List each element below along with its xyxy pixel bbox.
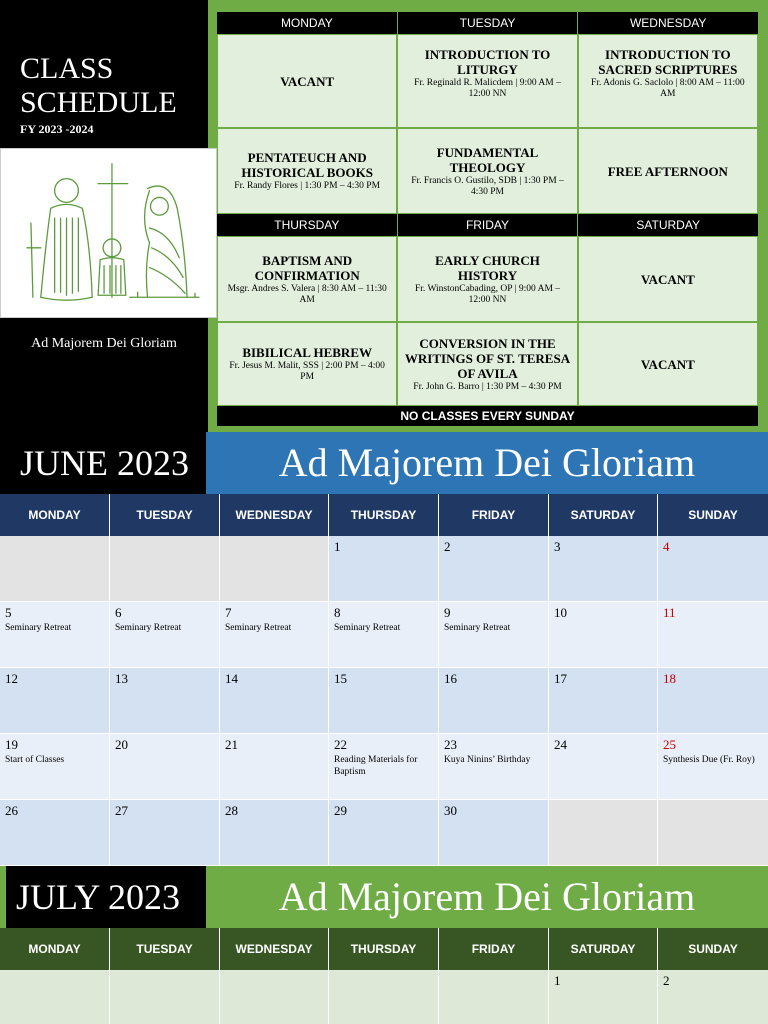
day-number: 21 [225, 737, 238, 752]
day-number: 3 [554, 539, 561, 554]
day-number: 1 [334, 539, 341, 554]
calendar-week [0, 734, 768, 800]
day-number: 26 [5, 803, 18, 818]
calendar-day [658, 734, 768, 800]
calendar-day [329, 734, 439, 800]
schedule-cell [397, 322, 577, 406]
day-number: 2 [444, 539, 451, 554]
day-number: 29 [334, 803, 347, 818]
day-note: Seminary Retreat [225, 623, 292, 633]
day-header: THURSDAY [329, 494, 439, 536]
calendar-day [0, 970, 110, 1024]
course-professor: Fr. Reginald R. Malicdem | 9:00 AM – 12:00 NN [414, 78, 561, 99]
header-thursday: THURSDAY [217, 214, 398, 236]
schedule-cell [217, 322, 397, 406]
calendar-day [220, 602, 329, 668]
calendar-day [110, 970, 220, 1024]
course-name: VACANT [280, 73, 335, 89]
schedule-row [217, 322, 758, 406]
header-friday: FRIDAY [398, 214, 579, 236]
day-number: 13 [115, 671, 128, 686]
calendar-day [549, 536, 658, 602]
calendar-day [439, 536, 549, 602]
calendar-day [0, 602, 110, 668]
day-header: FRIDAY [439, 928, 549, 970]
day-number: 7 [225, 605, 232, 620]
day-note: Synthesis Due (Fr. Roy) [663, 755, 755, 765]
header-monday: MONDAY [217, 12, 398, 34]
header-tuesday: TUESDAY [398, 12, 579, 34]
day-number: 5 [5, 605, 12, 620]
june-banner [0, 432, 768, 494]
calendar-day [0, 536, 110, 602]
calendar-day [439, 970, 549, 1024]
day-number: 16 [444, 671, 457, 686]
calendar-day [549, 734, 658, 800]
calendar-day [658, 800, 768, 866]
calendar-header [0, 494, 768, 536]
month-label: JULY 2023 [6, 866, 206, 928]
day-number: 14 [225, 671, 238, 686]
calendar-day [549, 970, 658, 1024]
calendar-day [549, 800, 658, 866]
calendar-day [110, 668, 220, 734]
calendar-day [220, 734, 329, 800]
day-note: Seminary Retreat [5, 623, 72, 633]
month-motto: Ad Majorem Dei Gloriam [278, 874, 696, 919]
calendar-day [110, 734, 220, 800]
day-header: THURSDAY [329, 928, 439, 970]
calendar-day [549, 668, 658, 734]
day-header: SUNDAY [688, 508, 738, 522]
calendar-day [658, 668, 768, 734]
day-number: 11 [663, 605, 676, 620]
calendar-day [0, 668, 110, 734]
calendar-day [658, 970, 768, 1024]
day-number: 15 [334, 671, 347, 686]
calendar-day [110, 800, 220, 866]
calendar-day [220, 800, 329, 866]
day-header: WEDNESDAY [220, 494, 329, 536]
day-note: Seminary Retreat [334, 623, 401, 633]
schedule-cell [578, 34, 758, 128]
day-header: SATURDAY [549, 928, 658, 970]
course-name: PENTATEUCH AND HISTORICAL BOOKS [241, 150, 373, 180]
schedule-header-bottom [217, 214, 758, 236]
course-professor: Msgr. Andres S. Valera | 8:30 AM – 11:30 AM [227, 283, 387, 305]
day-number: 22 [334, 737, 347, 752]
calendar-day [439, 602, 549, 668]
day-number: 2 [663, 973, 670, 988]
left-motto: Ad Majorem Dei Gloriam [31, 336, 177, 351]
calendar-week [0, 970, 768, 1024]
month-label: JUNE 2023 [0, 432, 206, 494]
holy-family-sketch-icon [0, 148, 217, 318]
course-professor: Fr. WinstonCabading, OP | 9:00 AM – 12:00 NN [414, 283, 561, 305]
course-professor: Fr. Jesus M. Malit, SSS | 2:00 PM – 4:00 PM [229, 361, 385, 382]
calendar-day [439, 800, 549, 866]
schedule-header-top [217, 12, 758, 34]
day-number: 19 [5, 737, 18, 752]
day-number: 4 [663, 539, 670, 554]
calendar-day [110, 536, 220, 602]
course-name: EARLY CHURCH HISTORY [435, 252, 540, 283]
day-number: 9 [444, 605, 451, 620]
calendar-day [658, 602, 768, 668]
calendar-header [0, 928, 768, 970]
calendar-day [549, 602, 658, 668]
calendar-day [220, 536, 329, 602]
calendar-day [220, 970, 329, 1024]
calendar-day [329, 668, 439, 734]
course-professor: Fr. Randy Flores | 1:30 PM – 4:30 PM [234, 181, 381, 191]
schedule-cell [397, 236, 577, 322]
schedule-cell [217, 236, 397, 322]
course-name: INTRODUCTION TO LITURGY [424, 47, 551, 77]
day-number: 25 [663, 737, 676, 752]
calendar-day [329, 602, 439, 668]
calendar-week [0, 536, 768, 602]
calendar-day [329, 536, 439, 602]
calendar-day [439, 734, 549, 800]
calendar-day [0, 734, 110, 800]
calendar-day [220, 668, 329, 734]
day-header: FRIDAY [439, 494, 549, 536]
day-number: 18 [663, 671, 676, 686]
schedule-cell [578, 236, 758, 322]
june-calendar [0, 494, 768, 866]
calendar-day [110, 602, 220, 668]
schedule-title: CLASS SCHEDULE [20, 52, 177, 119]
schedule-footer: NO CLASSES EVERY SUNDAY [217, 406, 758, 426]
day-header: TUESDAY [110, 494, 220, 536]
header-saturday: SATURDAY [636, 218, 700, 232]
calendar-week [0, 800, 768, 866]
day-header: SUNDAY [688, 942, 738, 956]
schedule-row [217, 236, 758, 322]
day-note: Start of Classes [5, 755, 65, 765]
day-number: 24 [554, 737, 567, 752]
course-name: BIBILICAL HEBREW [242, 345, 372, 360]
calendar-day [329, 800, 439, 866]
day-header: TUESDAY [110, 928, 220, 970]
day-number: 30 [444, 803, 457, 818]
calendar-week [0, 602, 768, 668]
schedule-cell [217, 34, 397, 128]
day-header: MONDAY [0, 928, 110, 970]
calendar-day [658, 536, 768, 602]
course-name: BAPTISM AND CONFIRMATION [254, 252, 360, 283]
course-professor: Fr. John G. Barro | 1:30 PM – 4:30 PM [413, 381, 562, 392]
schedule-cell [217, 128, 397, 214]
course-professor: Fr. Francis O. Gustilo, SDB | 1:30 PM – 4:30 PM [411, 175, 564, 197]
day-header: MONDAY [0, 494, 110, 536]
calendar-day [439, 668, 549, 734]
day-note: Reading Materials for Baptism [334, 755, 418, 777]
calendar-day [0, 800, 110, 866]
day-number: 27 [115, 803, 128, 818]
day-note: Seminary Retreat [444, 623, 511, 633]
day-number: 6 [115, 605, 122, 620]
day-number: 20 [115, 737, 128, 752]
schedule-cell [578, 128, 758, 214]
day-number: 8 [334, 605, 341, 620]
calendar-day [329, 970, 439, 1024]
header-wednesday: WEDNESDAY [629, 16, 707, 30]
schedule-cell [578, 322, 758, 406]
fiscal-year-label: FY 2023 -2024 [20, 122, 94, 136]
course-name: INTRODUCTION TO SACRED SCRIPTURES [598, 47, 738, 77]
course-name: FUNDAMENTAL THEOLOGY [436, 144, 539, 175]
schedule-cell [397, 34, 577, 128]
course-professor: Fr. Adonis G. Saclolo | 8:00 AM – 11:00 AM [591, 78, 745, 99]
july-banner [0, 866, 768, 928]
course-name: FREE AFTERNOON [607, 163, 728, 179]
calendar-week [0, 668, 768, 734]
schedule-row [217, 128, 758, 214]
day-number: 1 [554, 973, 561, 988]
course-name: VACANT [640, 271, 695, 287]
class-schedule-section [0, 0, 768, 432]
month-motto: Ad Majorem Dei Gloriam [278, 440, 696, 485]
course-name: CONVERSION IN THE WRITINGS OF ST. TERESA OF AVILA [404, 335, 571, 381]
day-number: 17 [554, 671, 567, 686]
day-note: Seminary Retreat [115, 623, 182, 633]
july-calendar [0, 928, 768, 1024]
day-number: 28 [225, 803, 238, 818]
course-name: VACANT [640, 356, 695, 372]
day-header: WEDNESDAY [220, 928, 329, 970]
day-header: SATURDAY [549, 494, 658, 536]
day-number: 10 [554, 605, 567, 620]
schedule-table [217, 12, 758, 426]
day-number: 23 [444, 737, 457, 752]
schedule-row [217, 34, 758, 128]
day-number: 12 [5, 671, 18, 686]
day-note: Kuya Ninins’ Birthday [444, 755, 531, 765]
schedule-cell [397, 128, 577, 214]
